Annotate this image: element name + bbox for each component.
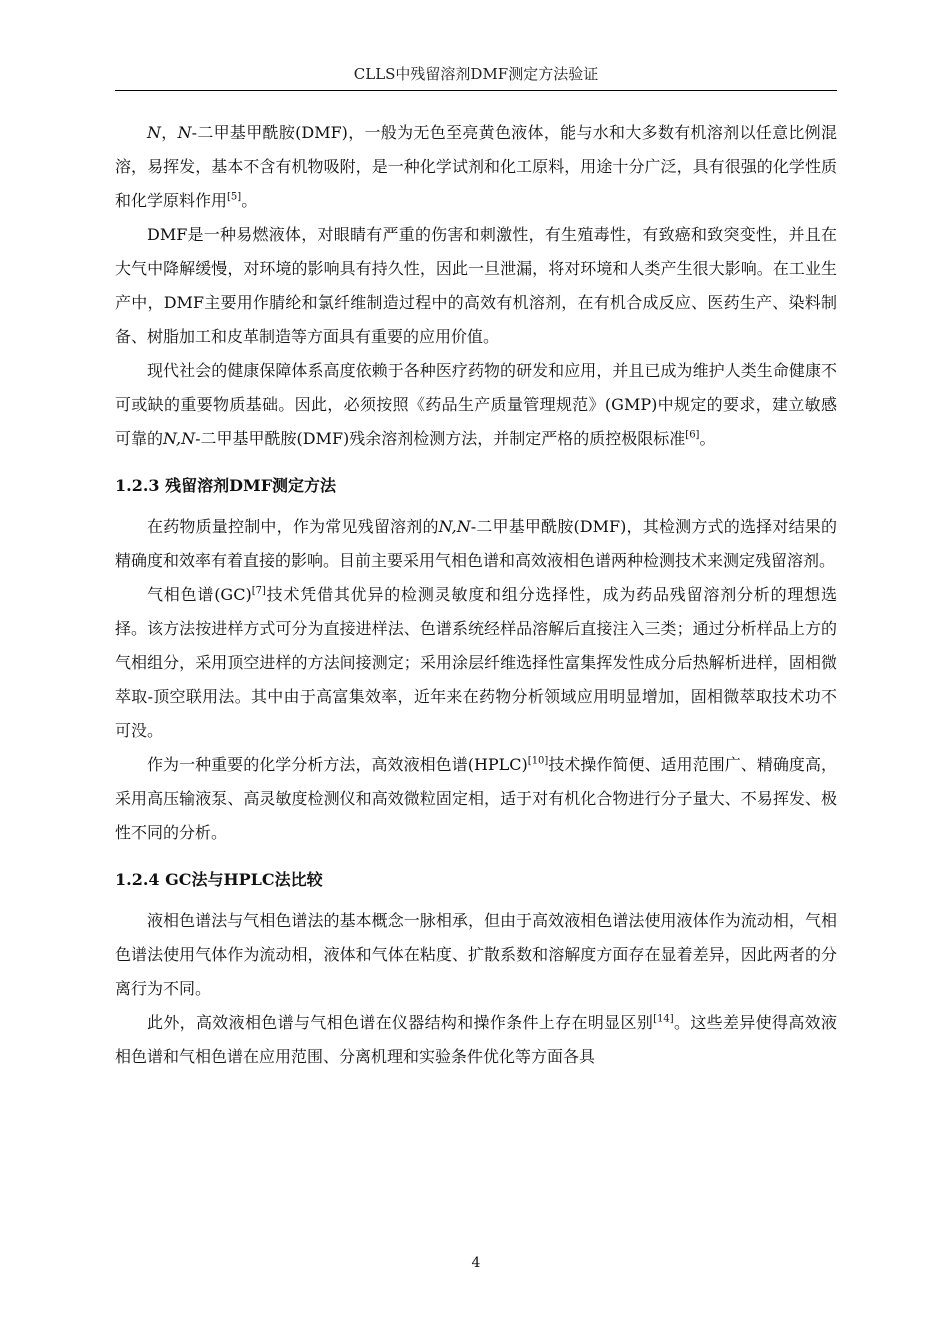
- text-run: 。: [241, 191, 258, 210]
- paragraph-dmf-hazard: DMF是一种易燃液体，对眼睛有严重的伤害和刺激性，有生殖毒性，有致癌和致突变性，并且在大气中降解缓慢，对环境的影响具有持久性，因此一旦泄漏，将对环境和人类产生很大影响。在工业生产中，DMF主要用作腈纶和氯纤维制造过程中的高效有机溶剂，在有机合成反应、医药生产、染料制备、树脂加工和皮革制造等方面具有重要的应用价值。: [115, 225, 837, 346]
- citation-ref: [7]: [251, 585, 266, 597]
- text-run: 在药物质量控制中，作为常见残留溶剂的: [147, 517, 439, 536]
- italic-n: N: [177, 123, 192, 142]
- text-run: 此外，高效液相色谱与气相色谱在仪器结构和操作条件上存在明显区别: [147, 1013, 654, 1032]
- paragraph-gc: [115, 578, 837, 748]
- citation-ref: [14]: [653, 1013, 674, 1025]
- citation-ref: [5]: [227, 191, 242, 203]
- text-run: -二甲基甲酰胺(DMF)，其检测方式的选择对结果的精确度和效率有着直接的影响。目前主要采用气相色谱和高效液相色谱两种检测技术来测定残留溶剂。: [115, 517, 837, 570]
- text-run: 气相色谱(GC): [147, 585, 252, 604]
- text-run: -二甲基甲酰胺(DMF)残余溶剂检测方法，并制定严格的质控极限标准: [195, 429, 686, 448]
- document-body: [115, 116, 837, 1074]
- text-run: 。这些差异使得高效液相色谱和气相色谱在应用范围、分离机理和实验条件优化等方面各具: [115, 1013, 837, 1066]
- text-run: 技术操作简便、适用范围广、精确度高，采用高压输液泵、高灵敏度检测仪和高效微粒固定相，适于对有机化合物进行分子量大、不易挥发、极性不同的分析。: [115, 755, 837, 842]
- section-heading-1-2-4: 1.2.4 GC法与HPLC法比较: [115, 870, 323, 889]
- text-run: ，: [161, 123, 178, 142]
- paragraph-hplc: [115, 748, 837, 850]
- paragraph-comparison: 液相色谱法与气相色谱法的基本概念一脉相承，但由于高效液相色谱法使用液体作为流动相，气相色谱法使用气体作为流动相，液体和气体在粘度、扩散系数和溶解度方面存在显着差异，因此两者的分离行为不同。: [115, 911, 837, 998]
- italic-nn: N,N: [163, 429, 196, 448]
- paragraph-gmp: [115, 354, 837, 456]
- citation-ref: [10]: [527, 755, 549, 767]
- citation-ref: [6]: [685, 429, 700, 441]
- italic-n: N: [147, 123, 161, 142]
- text-run: 。: [699, 429, 716, 448]
- text-run: 作为一种重要的化学分析方法，高效液相色谱(HPLC): [147, 755, 528, 774]
- text-run: 技术凭借其优异的检测灵敏度和组分选择性，成为药品残留溶剂分析的理想选择。该方法按进样方式可分为直接进样法、色谱系统经样品溶解后直接注入三类；通过分析样品上方的气相组分，采用顶空进样的方法间接测定；采用涂层纤维选择性富集挥发性成分后热解析进样，固相微萃取-顶空联用法。其中由于高富集效率，近年来在药物分析领域应用明显增加，固相微萃取技术功不可没。: [115, 585, 837, 740]
- paragraph-methods-overview: [115, 510, 837, 578]
- italic-nn: N,N: [438, 517, 471, 536]
- text-run: -二甲基甲酰胺(DMF)，一般为无色至亮黄色液体，能与水和大多数有机溶剂以任意比例混溶，易挥发，基本不含有机物吸附，是一种化学试剂和化工原料，用途十分广泛，具有很强的化学性质和化学原料作用: [115, 123, 837, 210]
- running-header: CLLS中残留溶剂DMF测定方法验证: [353, 65, 599, 83]
- header-divider: [115, 90, 837, 91]
- paragraph-dmf-intro: [115, 116, 837, 218]
- text-run: 现代社会的健康保障体系高度依赖于各种医疗药物的研发和应用，并且已成为维护人类生命健康不可或缺的重要物质基础。因此，必须按照《药品生产质量管理规范》(GMP)中规定的要求，建立敏感可靠的: [115, 361, 837, 448]
- paragraph-differences: [115, 1006, 837, 1074]
- page-number: 4: [471, 1255, 481, 1271]
- section-heading-1-2-3: 1.2.3 残留溶剂DMF测定方法: [115, 476, 337, 495]
